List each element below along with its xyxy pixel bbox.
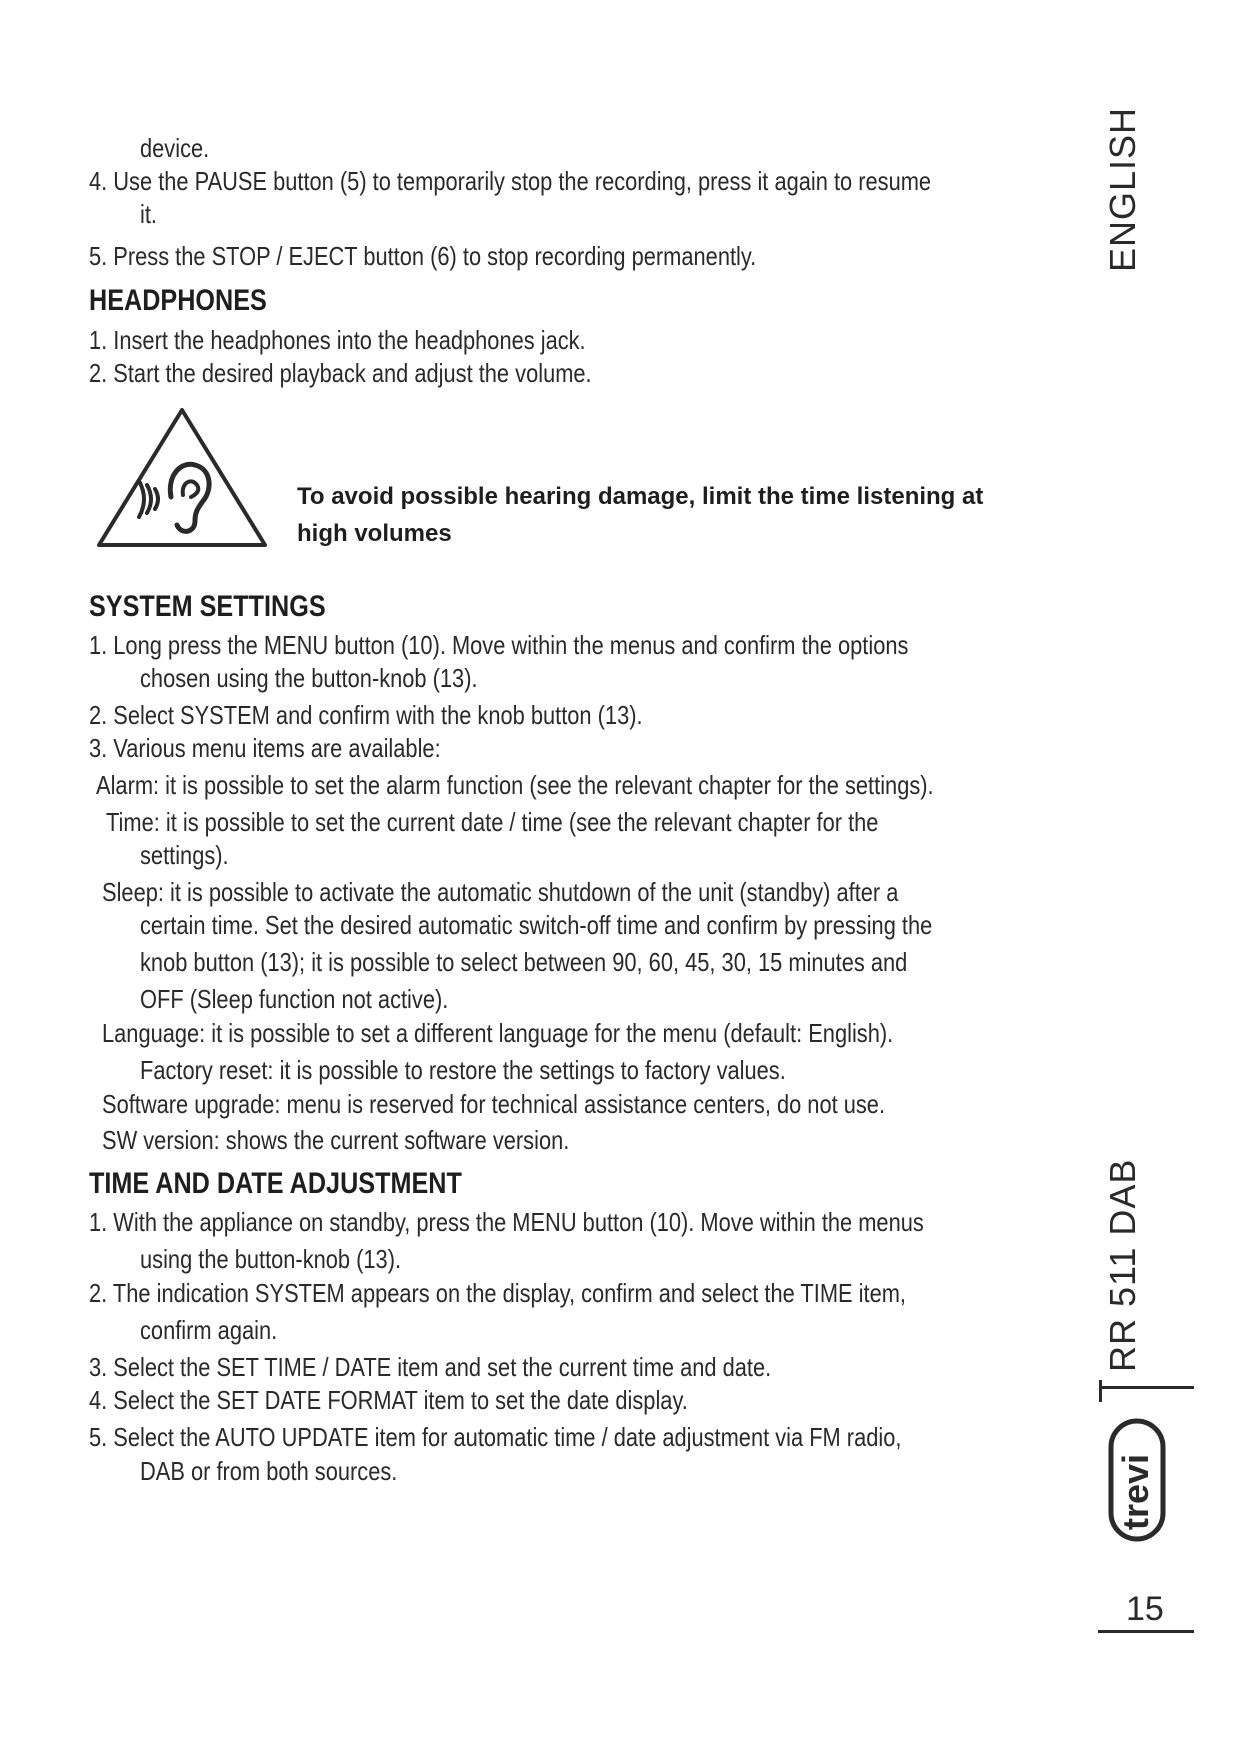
model-label: RR 511 DAB (1102, 1158, 1143, 1372)
list-item: 1. Insert the headphones into the headphones jack. (89, 325, 586, 355)
text-line: OFF (Sleep function not active). (140, 984, 449, 1014)
text-line: chosen using the button-knob (13). (140, 663, 478, 693)
hearing-warning-text (297, 478, 983, 552)
list-item: 3. Various menu items are available: (89, 733, 441, 763)
menu-option-alarm: Alarm: it is possible to set the alarm function (see the relevant chapter for the settings). (96, 770, 934, 800)
logo-text: trevi (1115, 1453, 1156, 1530)
list-item: 2. Select SYSTEM and confirm with the knob button (13). (89, 700, 643, 730)
list-item: 3. Select the SET TIME / DATE item and set the current time and date. (89, 1352, 772, 1382)
section-heading-time-date: TIME AND DATE ADJUSTMENT (89, 1167, 462, 1200)
text-line: settings). (140, 840, 229, 870)
menu-option-sleep: Sleep: it is possible to activate the automatic shutdown of the unit (standby) after a (102, 877, 899, 907)
menu-option-factory-reset: Factory reset: it is possible to restore the settings to factory values. (140, 1055, 786, 1085)
section-heading-system-settings: SYSTEM SETTINGS (89, 590, 326, 623)
list-item: 5. Press the STOP / EJECT button (6) to stop recording permanently. (89, 241, 757, 271)
warning-line: To avoid possible hearing damage, limit the time listening at (297, 483, 984, 510)
list-item: 2. Start the desired playback and adjust the volume. (89, 358, 592, 388)
text-line: using the button-knob (13). (140, 1244, 402, 1274)
trevi-logo (1108, 1418, 1166, 1542)
text-line: certain time. Set the desired automatic switch-off time and confirm by pressing the (140, 910, 933, 940)
list-item: 2. The indication SYSTEM appears on the display, confirm and select the TIME item, (89, 1278, 906, 1308)
menu-option-language: Language: it is possible to set a different language for the menu (default: English). (102, 1018, 894, 1048)
menu-option-time: Time: it is possible to set the current date / time (see the relevant chapter for the (106, 807, 879, 837)
divider (1099, 1380, 1102, 1402)
text-line: confirm again. (140, 1315, 278, 1345)
menu-option-sw-version: SW version: shows the current software version. (102, 1125, 570, 1155)
section-heading-headphones: HEADPHONES (89, 284, 267, 317)
divider (1102, 1386, 1194, 1389)
hearing-warning-icon (95, 405, 270, 551)
list-item: 4. Use the PAUSE button (5) to temporarily stop the recording, press it again to resume (89, 166, 932, 196)
list-item: 5. Select the AUTO UPDATE item for automatic time / date adjustment via FM radio, (89, 1422, 902, 1452)
warning-line: high volumes (297, 520, 452, 547)
text-line: device. (140, 133, 210, 163)
text-line: it. (140, 199, 157, 229)
text-line: DAB or from both sources. (140, 1456, 398, 1486)
divider (1098, 1630, 1194, 1633)
list-item: 1. Long press the MENU button (10). Move within the menus and confirm the options (89, 630, 909, 660)
list-item: 4. Select the SET DATE FORMAT item to set the date display. (89, 1385, 688, 1415)
text-line: knob button (13); it is possible to select between 90, 60, 45, 30, 15 minutes and (140, 947, 908, 977)
page-number: 15 (1126, 1590, 1164, 1628)
language-label: ENGLISH (1102, 106, 1143, 272)
list-item: 1. With the appliance on standby, press the MENU button (10). Move within the menus (89, 1207, 924, 1237)
menu-option-software-upgrade: Software upgrade: menu is reserved for technical assistance centers, do not use. (102, 1089, 886, 1119)
